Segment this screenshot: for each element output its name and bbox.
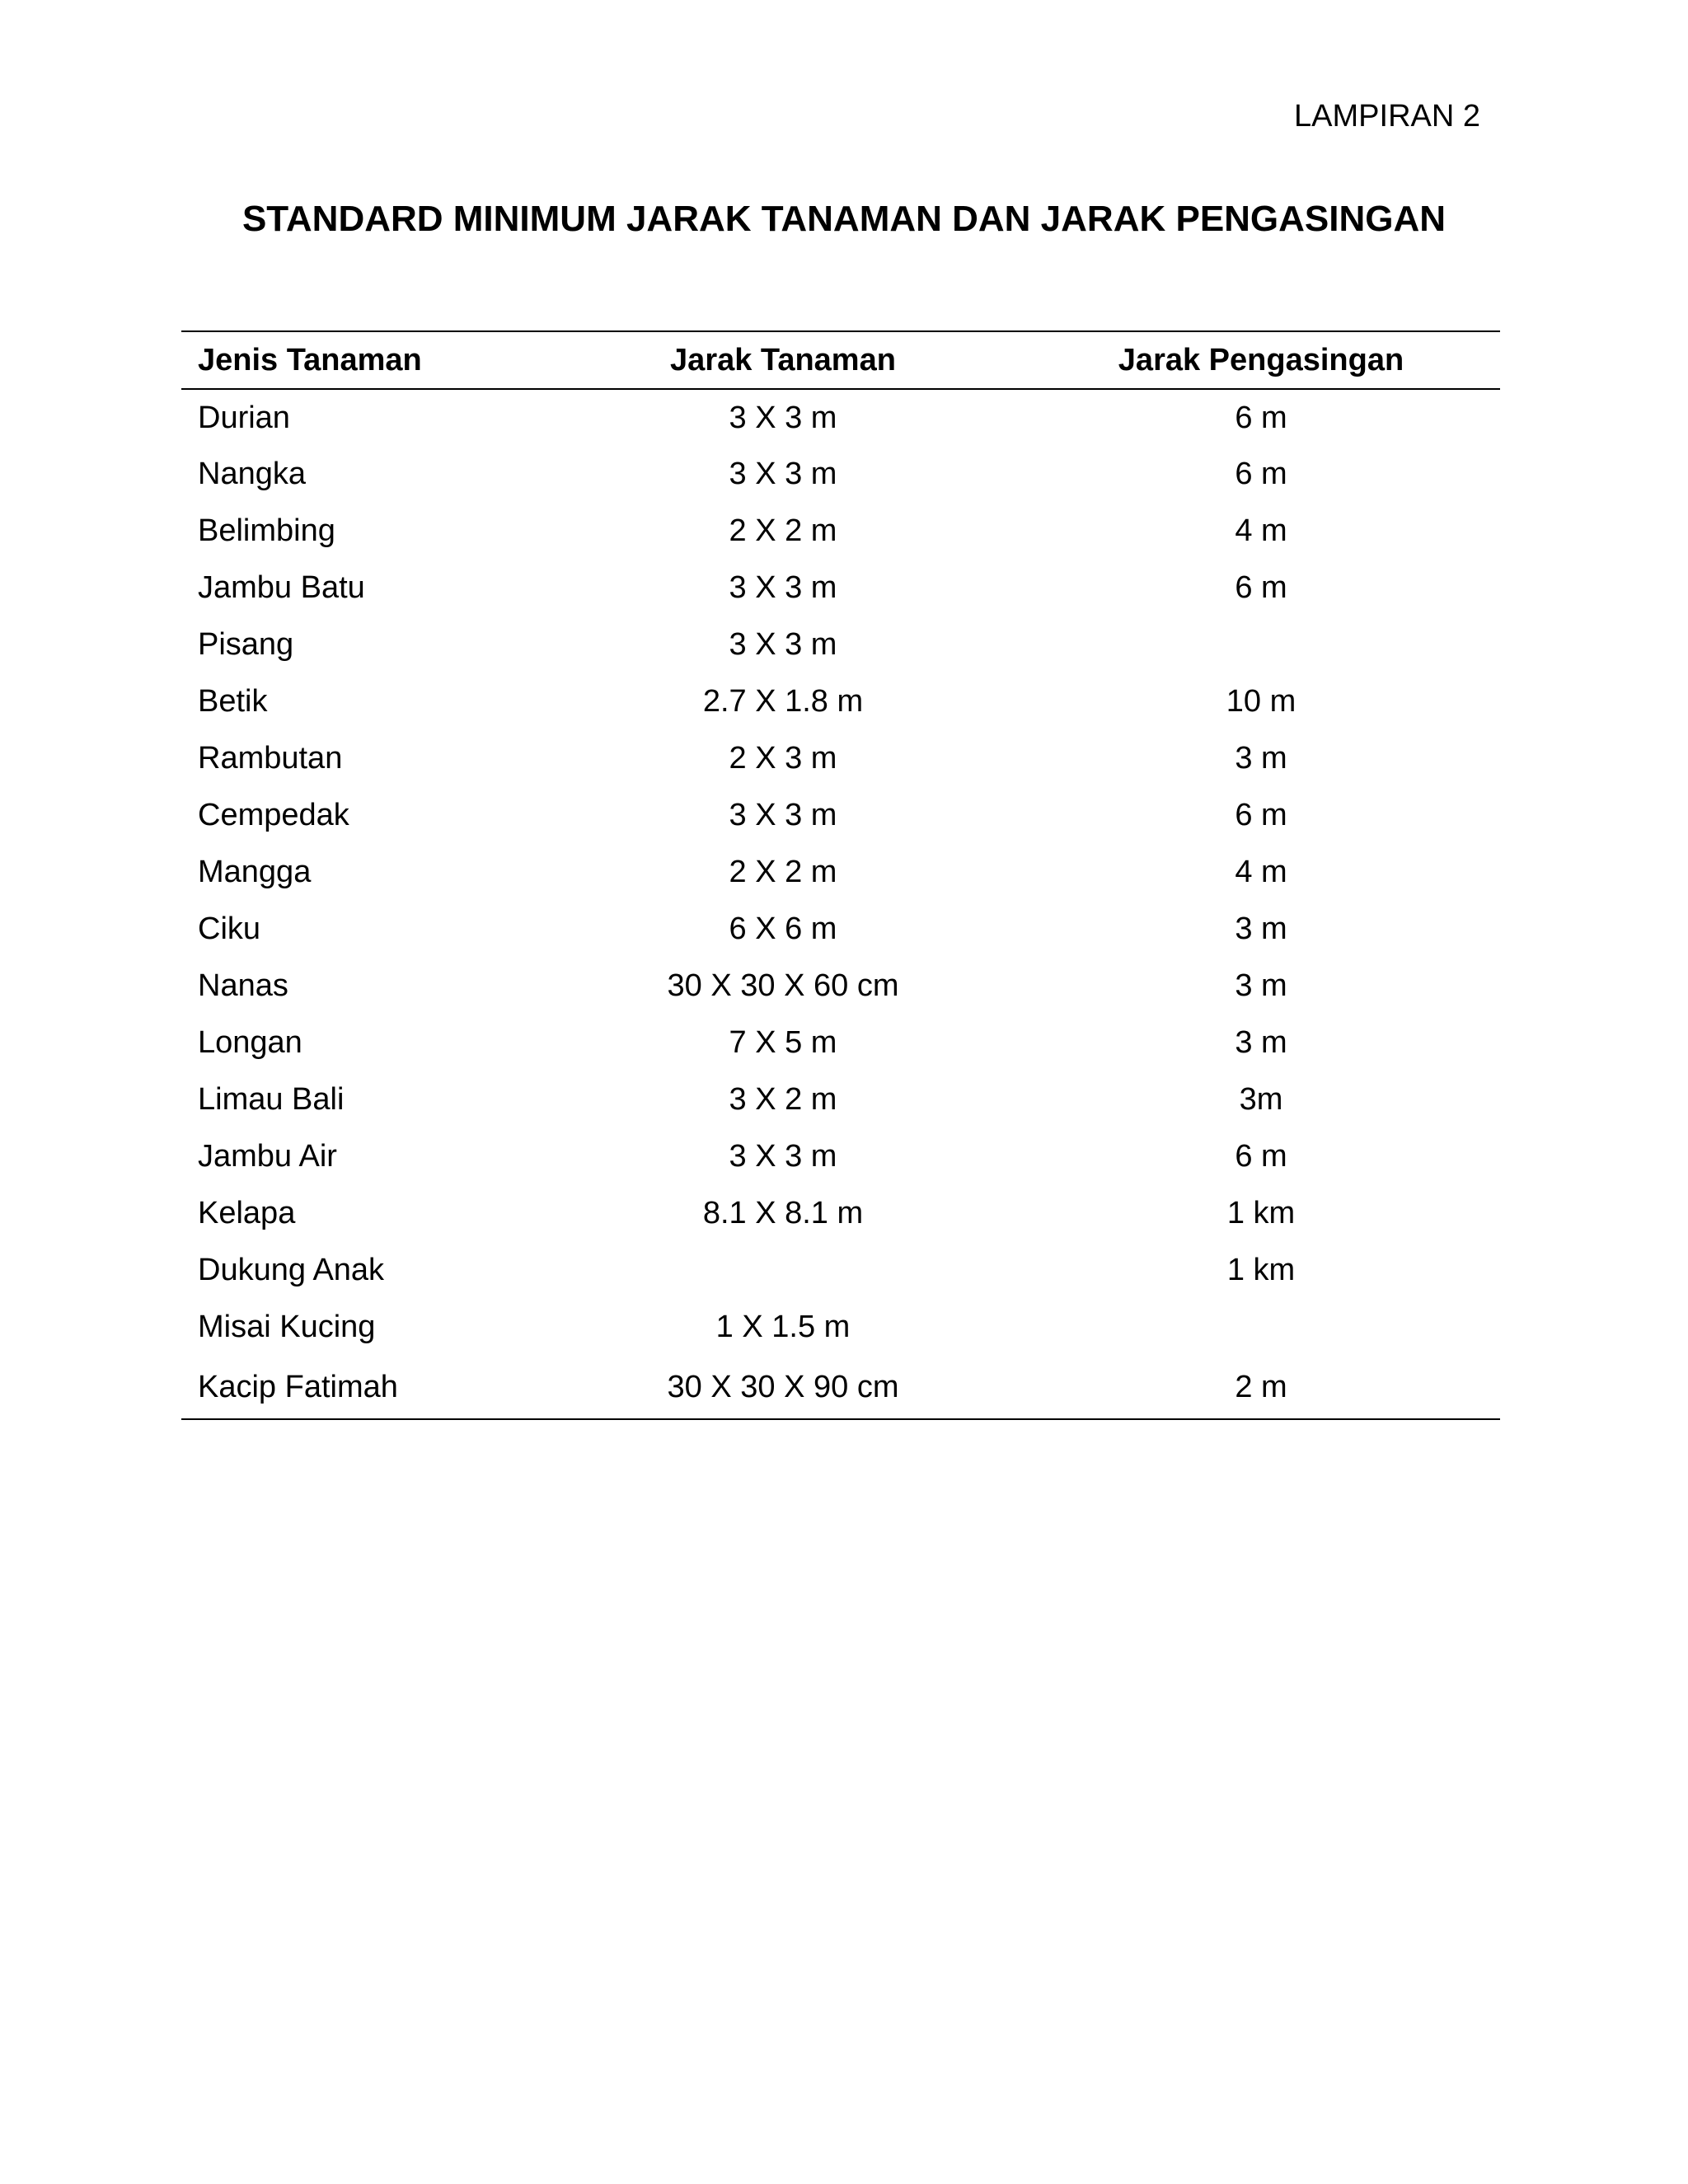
spacing-table-container bbox=[181, 330, 1500, 1420]
plant-spacing-cell: 7 X 5 m bbox=[729, 1025, 837, 1060]
plant-spacing-cell: 30 X 30 X 60 cm bbox=[667, 968, 899, 1003]
table-row bbox=[181, 730, 1500, 787]
plant-name-cell: Pisang bbox=[198, 627, 294, 662]
plant-spacing-cell: 6 X 6 m bbox=[729, 912, 837, 946]
plant-spacing-cell: 3 X 3 m bbox=[729, 798, 837, 832]
appendix-label: LAMPIRAN 2 bbox=[1294, 99, 1480, 134]
plant-spacing-cell: 1 X 1.5 m bbox=[715, 1310, 851, 1344]
plant-spacing-cell: 3 X 3 m bbox=[729, 400, 837, 435]
document-title: STANDARD MINIMUM JARAK TANAMAN DAN JARAK PENGASINGAN bbox=[241, 199, 1447, 239]
spacing-table bbox=[181, 330, 1500, 1420]
table-row bbox=[181, 1242, 1500, 1299]
isolation-distance-cell: 3 m bbox=[1235, 968, 1287, 1003]
table-body bbox=[181, 389, 1500, 1419]
isolation-distance-cell: 6 m bbox=[1235, 400, 1287, 435]
column-header-spacing: Jarak Tanaman bbox=[544, 331, 1022, 389]
plant-spacing-cell: 3 X 3 m bbox=[729, 627, 837, 662]
plant-name-cell: Mangga bbox=[198, 855, 312, 889]
isolation-distance-cell: 6 m bbox=[1235, 798, 1287, 832]
plant-name-cell: Rambutan bbox=[198, 741, 343, 776]
isolation-distance-cell: 1 km bbox=[1226, 1253, 1296, 1287]
plant-spacing-cell: 2.7 X 1.8 m bbox=[702, 684, 864, 719]
plant-name-cell: Nanas bbox=[198, 968, 288, 1003]
plant-spacing-cell: 2 X 3 m bbox=[729, 741, 837, 776]
table-row bbox=[181, 560, 1500, 616]
plant-name-cell: Jambu Batu bbox=[198, 570, 365, 605]
plant-spacing-cell: 3 X 3 m bbox=[729, 1139, 837, 1174]
isolation-distance-cell: 6 m bbox=[1235, 1139, 1287, 1174]
isolation-distance-cell bbox=[1022, 616, 1500, 673]
isolation-distance-cell: 10 m bbox=[1226, 684, 1296, 719]
table-row bbox=[181, 844, 1500, 901]
table-row bbox=[181, 1128, 1500, 1185]
plant-spacing-cell: 2 X 2 m bbox=[729, 513, 837, 548]
plant-spacing-cell: 8.1 X 8.1 m bbox=[702, 1196, 864, 1230]
table-row bbox=[181, 503, 1500, 560]
plant-name-cell: Limau Bali bbox=[198, 1082, 345, 1117]
isolation-distance-cell: 3 m bbox=[1235, 1025, 1287, 1060]
table-row bbox=[181, 958, 1500, 1015]
plant-name-cell: Jambu Air bbox=[198, 1139, 337, 1174]
table-row bbox=[181, 616, 1500, 673]
column-header-isolation: Jarak Pengasingan bbox=[1022, 331, 1500, 389]
isolation-distance-cell: 4 m bbox=[1235, 513, 1287, 548]
plant-spacing-cell bbox=[544, 1242, 1022, 1299]
table-row bbox=[181, 787, 1500, 844]
isolation-distance-cell: 3 m bbox=[1235, 741, 1287, 776]
isolation-distance-cell: 1 km bbox=[1226, 1196, 1296, 1230]
plant-spacing-cell: 3 X 3 m bbox=[729, 570, 837, 605]
isolation-distance-cell: 6 m bbox=[1235, 457, 1287, 491]
plant-name-cell: Misai Kucing bbox=[198, 1310, 376, 1344]
plant-name-cell: Belimbing bbox=[198, 513, 335, 548]
plant-name-cell: Nangka bbox=[198, 457, 306, 491]
table-header-row bbox=[181, 331, 1500, 389]
plant-name-cell: Betik bbox=[198, 684, 268, 719]
table-row bbox=[181, 1015, 1500, 1071]
table-row bbox=[181, 1299, 1500, 1356]
table-row bbox=[181, 1185, 1500, 1242]
plant-spacing-cell: 3 X 2 m bbox=[729, 1082, 837, 1117]
plant-name-cell: Dukung Anak bbox=[198, 1253, 385, 1287]
table-header bbox=[181, 331, 1500, 389]
plant-spacing-cell: 3 X 3 m bbox=[729, 457, 837, 491]
plant-spacing-cell: 30 X 30 X 90 cm bbox=[544, 1356, 1022, 1419]
table-row bbox=[181, 673, 1500, 730]
plant-name-cell: Cempedak bbox=[198, 798, 349, 832]
isolation-distance-cell: 3m bbox=[1239, 1082, 1283, 1117]
isolation-distance-cell: 4 m bbox=[1235, 855, 1287, 889]
table-row bbox=[181, 389, 1500, 446]
isolation-distance-cell: 6 m bbox=[1235, 570, 1287, 605]
table-row bbox=[181, 1071, 1500, 1128]
isolation-distance-cell: 3 m bbox=[1235, 912, 1287, 946]
isolation-distance-cell: 2 m bbox=[1022, 1356, 1500, 1419]
isolation-distance-cell bbox=[1022, 1299, 1500, 1356]
table-row bbox=[181, 446, 1500, 503]
plant-name-cell: Kelapa bbox=[198, 1196, 296, 1230]
plant-name-cell: Longan bbox=[198, 1025, 302, 1060]
plant-name-cell: Kacip Fatimah bbox=[181, 1356, 544, 1419]
table-row bbox=[181, 1356, 1500, 1419]
column-header-plant: Jenis Tanaman bbox=[181, 331, 544, 389]
plant-spacing-cell: 2 X 2 m bbox=[729, 855, 837, 889]
table-row bbox=[181, 901, 1500, 958]
plant-name-cell: Durian bbox=[198, 400, 290, 435]
plant-name-cell: Ciku bbox=[198, 912, 261, 946]
